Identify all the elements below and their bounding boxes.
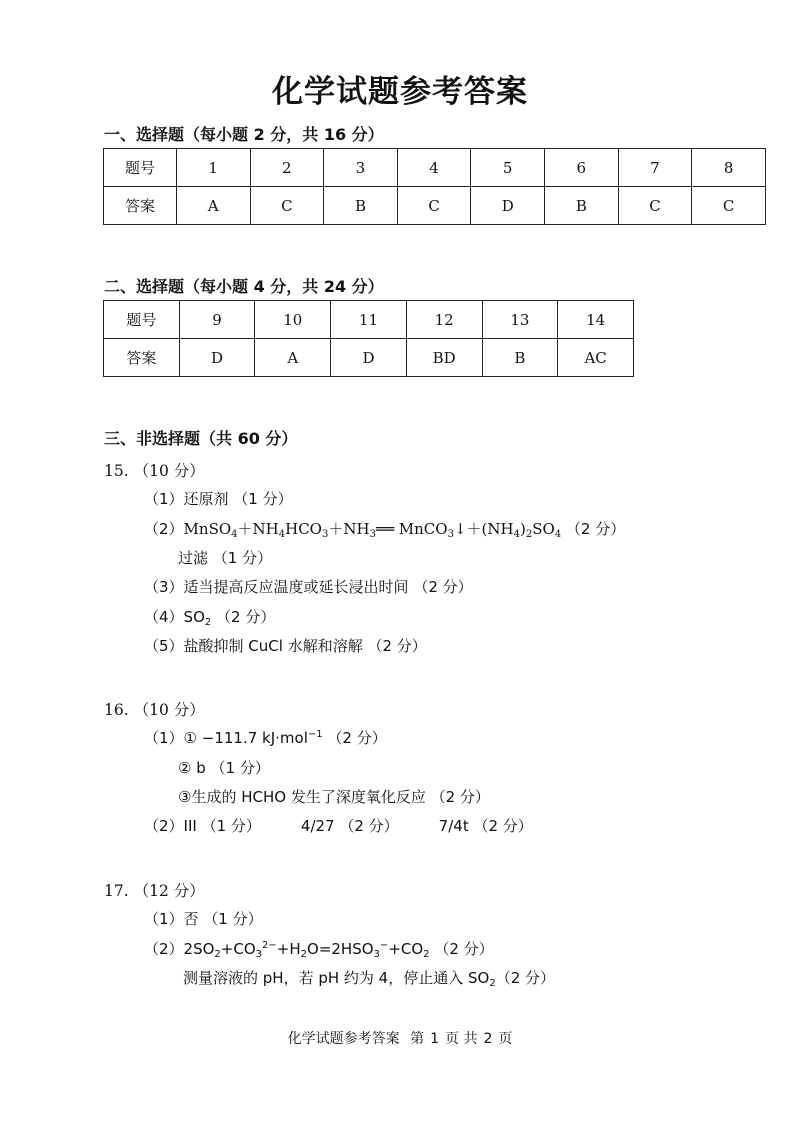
table-cell: 2 (250, 149, 324, 187)
q15-answer-2-score: （2 分） (565, 520, 626, 538)
page-footer: 化学试题参考答案 第 1 页 共 2 页 (287, 1031, 513, 1047)
table-header-cell: 答案 (104, 339, 180, 377)
table-cell: C (692, 187, 766, 225)
question-17-number: 17. （12 分） (104, 882, 205, 900)
table-header-cell: 答案 (104, 187, 177, 225)
table-cell: D (179, 339, 255, 377)
section3-heading: 三、非选择题（共 60 分） (104, 429, 298, 448)
table-cell: B (545, 187, 619, 225)
q16-answer-1: （1）① −111.7 kJ·mol$^{-1}$ （2 分） (144, 729, 387, 747)
q15-answer-1: （1）还原剂 （1 分） (144, 490, 293, 508)
table-cell: 3 (324, 149, 398, 187)
q16-answer-1c: ③生成的 HCHO 发生了深度氧化反应 （2 分） (178, 788, 490, 806)
q15-answer-2b: 过滤 （1 分） (178, 549, 273, 567)
question-16-number: 16. （10 分） (104, 701, 205, 719)
table-cell: D (471, 187, 545, 225)
table-cell: C (250, 187, 324, 225)
footer-page-current: 1 (430, 1031, 439, 1047)
table-cell: 6 (545, 149, 619, 187)
table-cell: 13 (482, 301, 558, 339)
section2-heading: 二、选择题（每小题 4 分，共 24 分） (104, 277, 384, 296)
table-cell: D (331, 339, 407, 377)
table-cell: 10 (255, 301, 331, 339)
table-cell: C (397, 187, 471, 225)
q15-answer-3: （3）适当提高反应温度或延长浸出时间 （2 分） (144, 578, 473, 596)
q17-answer-2: $(2)2SO_2+CO_3^{2-}+H_2O=2HSO_3^-+CO_2$ （2 分） (144, 940, 494, 960)
q17-answer-1: （1）否 （1 分） (144, 910, 263, 928)
footer-page-total: 2 (483, 1031, 493, 1047)
table-cell: B (482, 339, 558, 377)
q15-answer-5: （5）盐酸抑制 CuCl 水解和溶解 （2 分） (144, 637, 427, 655)
section2-answer-table (103, 300, 634, 377)
table-cell: 1 (176, 149, 250, 187)
page-title: 化学试题参考答案 (272, 74, 528, 110)
table-row (104, 301, 634, 339)
table-cell: BD (406, 339, 482, 377)
table-cell: A (176, 187, 250, 225)
q15-answer-2 (144, 518, 625, 540)
table-row (104, 187, 766, 225)
table-cell: 4 (397, 149, 471, 187)
table-cell: 7 (618, 149, 692, 187)
table-header-cell: 题号 (104, 149, 177, 187)
q16-answer-2: （2）III （1 分） 4/27 （2 分） 7/4t （2 分） (144, 817, 533, 835)
table-cell: 12 (406, 301, 482, 339)
table-cell: 5 (471, 149, 545, 187)
table-cell: AC (558, 339, 634, 377)
q16-answer-1b: ② b （1 分） (178, 759, 270, 777)
q15-answer-4: $(4)SO_2$ （2 分） (144, 608, 276, 628)
table-cell: C (618, 187, 692, 225)
table-cell: 11 (331, 301, 407, 339)
section1-answer-table (103, 148, 766, 225)
table-cell: 14 (558, 301, 634, 339)
footer-doc-name: 化学试题参考答案 (287, 1031, 400, 1047)
table-cell: 9 (179, 301, 255, 339)
table-header-cell: 题号 (104, 301, 180, 339)
table-row (104, 339, 634, 377)
q15-answer-2-label: （2） (144, 520, 184, 538)
table-cell: B (324, 187, 398, 225)
table-cell: A (255, 339, 331, 377)
question-15-number: 15. （10 分） (104, 462, 205, 480)
q15-chemical-equation: $MnSO_4+NH_4HCO_3+NH_3══$ $MnCO_3↓+(NH_4)_2SO_4$ (183, 520, 562, 540)
table-row (104, 149, 766, 187)
q17-answer-2b: 测量溶液的 pH，若 pH 约为 4，停止通入 $SO_2(2$ 分） (183, 969, 556, 989)
table-cell: 8 (692, 149, 766, 187)
section1-heading: 一、选择题（每小题 2 分，共 16 分） (104, 125, 384, 144)
